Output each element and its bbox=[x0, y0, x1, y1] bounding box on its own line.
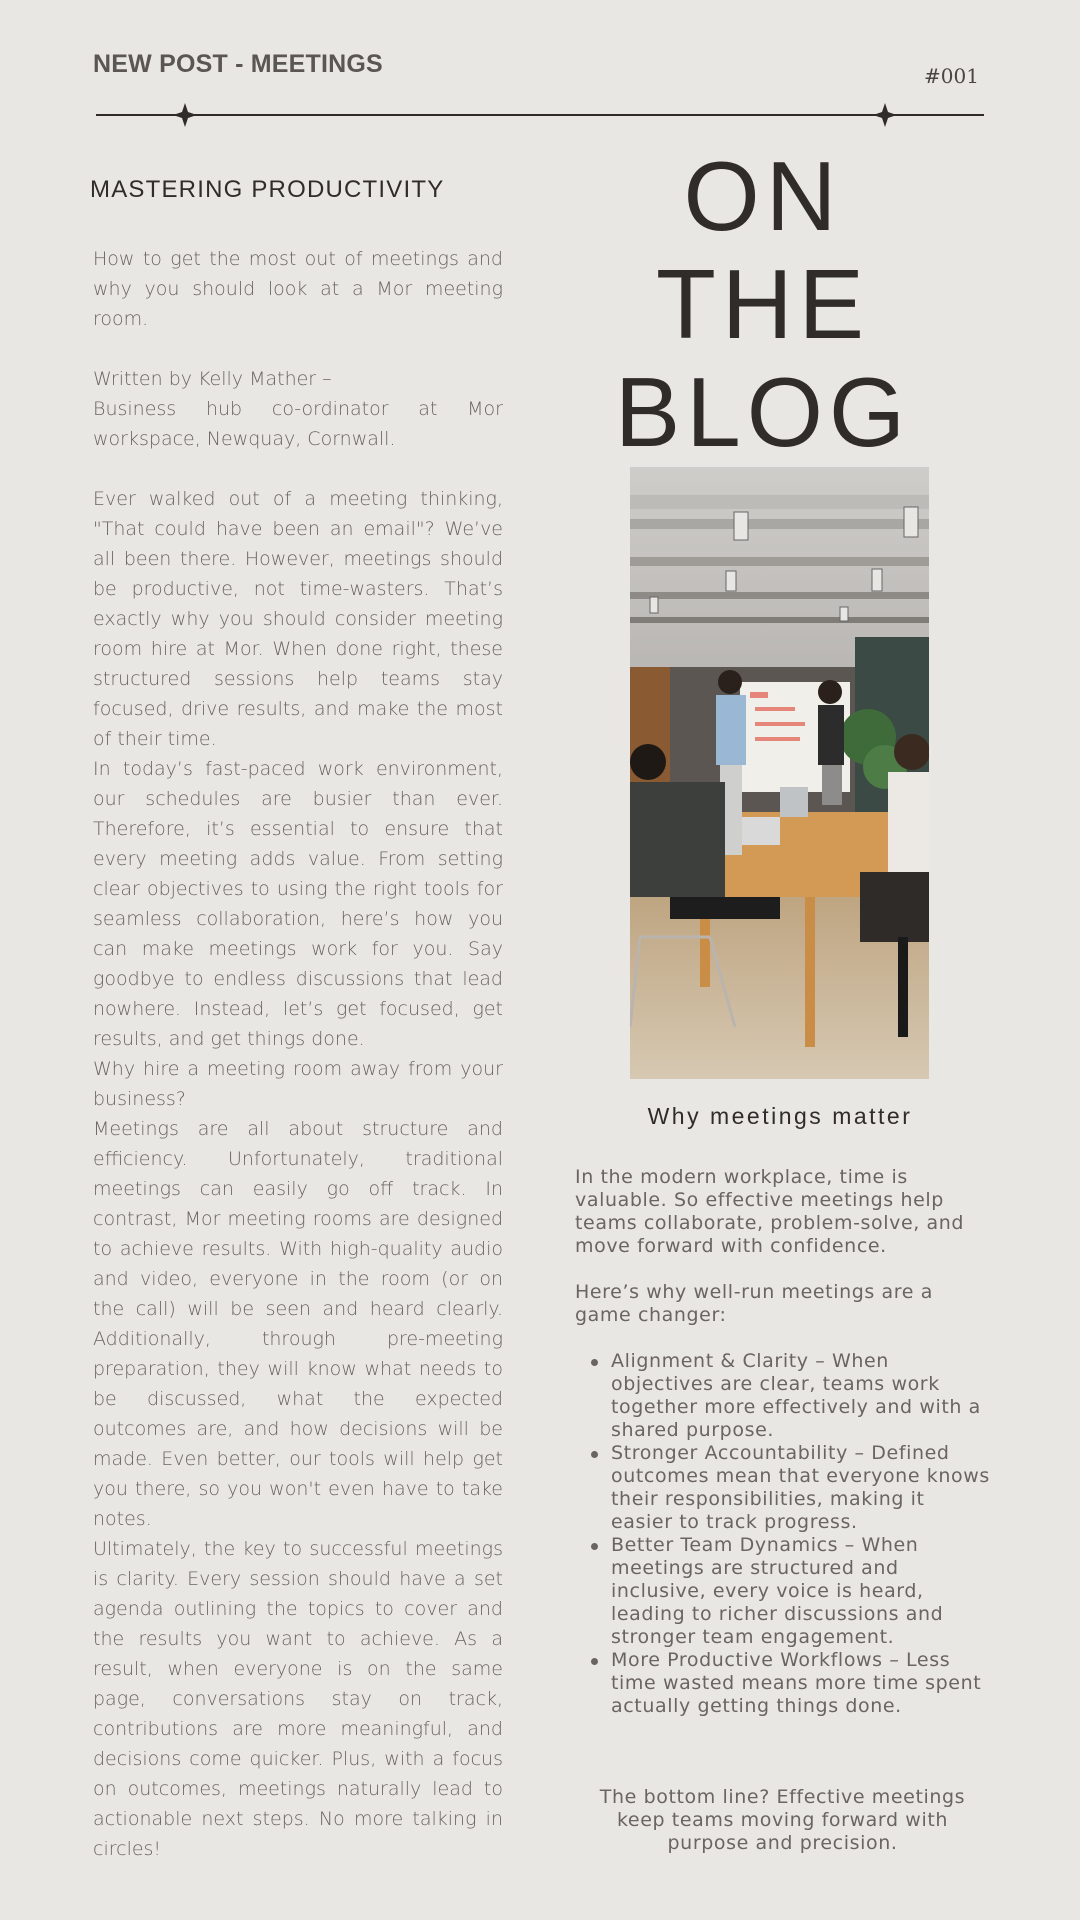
article-body bbox=[93, 484, 503, 1864]
body-paragraph: Ever walked out of a meeting thinking, "That could have been an email"? We’ve all been there. However, meetings should be productive, not time-wasters. That’s exactly why you should consider meeting room hire at Mor. When done right, these structured sessions help teams stay focused, drive results, and make the most of their time. bbox=[93, 488, 503, 750]
blog-title-line: BLOG bbox=[614, 357, 912, 467]
star-ornament-right-icon bbox=[873, 103, 897, 127]
blog-title bbox=[608, 142, 918, 466]
article-byline bbox=[93, 364, 503, 454]
closing-text: The bottom line? Effective meetings keep teams moving forward with purpose and precision. bbox=[599, 1786, 966, 1854]
body-paragraph: Meetings are all about structure and efficiency. Unfortunately, traditional meetings can easily go off track. In contrast, Mor meeting rooms are designed to achieve results. With high-quality audio and video, everyone in the room (or on the call) will be seen and heard clearly. Additionally, through pre-meeting preparation, they will know what needs to be discussed, what the expected outcomes are, and how decisions will be made. Even better, our tools will help get you there, so you won't even have to take notes. bbox=[93, 1118, 503, 1530]
why-paragraph bbox=[575, 1166, 990, 1258]
why-heading: Why meetings matter bbox=[647, 1103, 913, 1129]
why-lead-text: Here’s why well-run meetings are a game changer: bbox=[575, 1281, 933, 1326]
article-subtitle: MASTERING PRODUCTIVITY bbox=[90, 176, 445, 203]
blog-title-line: ON bbox=[683, 141, 843, 251]
body-paragraph: Ultimately, the key to successful meetings is clarity. Every session should have a set agenda outlining the topics to cover and the results you want to achieve. As a result, when everyone is on the same page, conversations stay on track, contributions are more meaningful, and decisions come quicker. Plus, with a focus on outcomes, meetings naturally lead to actionable next steps. No more talking in circles! bbox=[93, 1538, 503, 1860]
byline-role: Business hub co-ordinator at Mor workspace, Newquay, Cornwall. bbox=[93, 398, 503, 450]
benefits-list bbox=[575, 1350, 990, 1718]
intro-text: How to get the most out of meetings and why you should look at a Mor meeting room. bbox=[93, 248, 503, 330]
why-text: In the modern workplace, time is valuable. So effective meetings help teams collaborate, problem-solve, and move forward with confidence. bbox=[575, 1166, 965, 1257]
list-item: Stronger Accountability – Defined outcomes mean that everyone knows their responsibilities, making it easier to track progress. bbox=[611, 1442, 990, 1533]
list-item: Alignment & Clarity – When objectives are clear, teams work together more effectively and with a shared purpose. bbox=[611, 1350, 990, 1442]
post-kicker: NEW POST - MEETINGS bbox=[93, 50, 383, 78]
star-ornament-left-icon bbox=[173, 103, 197, 127]
blog-title-line: THE bbox=[656, 249, 870, 359]
closing-statement bbox=[575, 1786, 990, 1855]
body-paragraph: Why hire a meeting room away from your business? bbox=[93, 1058, 503, 1110]
list-item: Better Team Dynamics – When meetings are structured and inclusive, every voice is heard, leading to richer discussions and stronger team engagement. bbox=[611, 1534, 990, 1649]
body-paragraph: In today’s fast-paced work environment, our schedules are busier than ever. Therefore, it’s essential to ensure that every meeting adds value. From setting clear objectives to using the right tools for seamless collaboration, here’s how you can make meetings work for you. Say goodbye to endless discussions that lead nowhere. Instead, let’s get focused, get results, and get things done. bbox=[93, 758, 503, 1050]
byline-author: Written by Kelly Mather – bbox=[93, 368, 332, 390]
issue-number: #001 bbox=[924, 64, 979, 88]
meeting-photo-illustration bbox=[630, 467, 929, 1079]
decorative-divider bbox=[0, 100, 1080, 130]
list-item: More Productive Workflows – Less time wasted means more time spent actually getting things done. bbox=[611, 1649, 990, 1718]
meeting-room-photo bbox=[630, 467, 929, 1079]
why-lead-in bbox=[575, 1281, 990, 1327]
article-intro bbox=[93, 244, 503, 334]
